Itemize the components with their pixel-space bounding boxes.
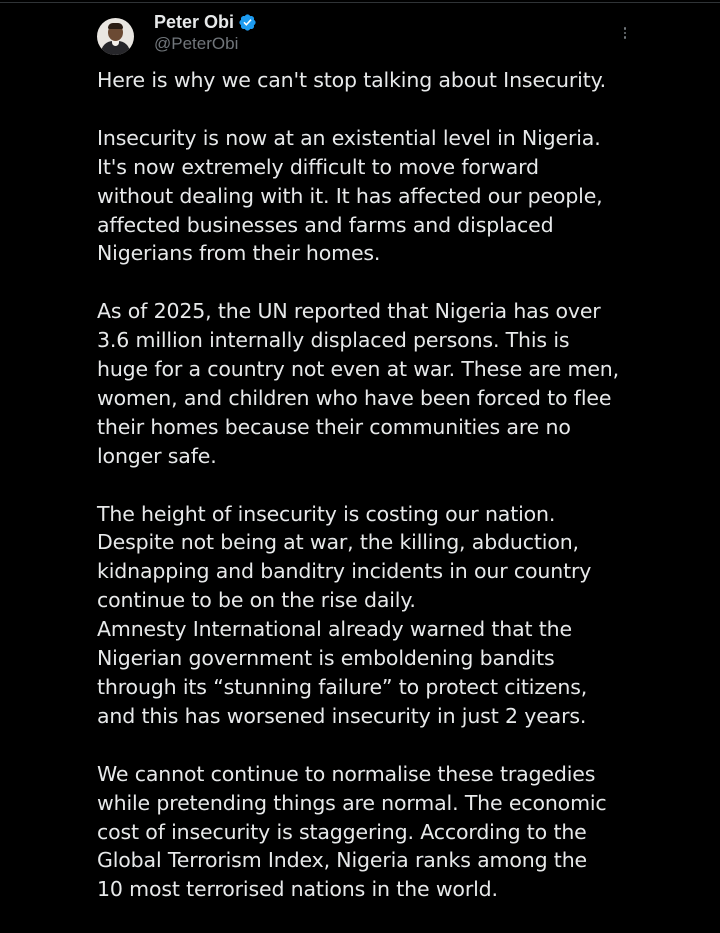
post-text-line: It's now extremely difficult to move forward — [97, 154, 539, 179]
post-text-line: women, and children who have been forced to flee — [97, 385, 612, 410]
post-text-line: while pretending things are normal. The economic — [97, 790, 607, 815]
post-text-line: 10 most terrorised nations in the world. — [97, 877, 498, 902]
more-options-icon[interactable] — [618, 22, 632, 44]
post-text-line: We cannot continue to normalise these tragedies — [97, 761, 596, 786]
post-paragraph — [97, 500, 707, 731]
more-dot — [624, 36, 627, 39]
post-paragraph — [97, 760, 707, 905]
post-text-line: The height of insecurity is costing our nation. — [97, 501, 556, 526]
post-paragraph — [97, 66, 707, 95]
author-avatar[interactable] — [97, 18, 134, 55]
post-paragraph — [97, 124, 707, 269]
post-header — [0, 0, 720, 70]
post-paragraph — [97, 297, 707, 470]
avatar-hair-shape — [108, 23, 123, 29]
post-text-line: Amnesty International already warned that the — [97, 617, 572, 642]
post-text — [97, 66, 707, 933]
post-text-line: cost of insecurity is staggering. According to the — [97, 819, 587, 844]
post-text-line: Global Terrorism Index, Nigeria ranks among the — [97, 848, 588, 873]
post-text-line: their homes because their communities are no — [97, 414, 571, 439]
more-dot — [624, 27, 627, 30]
post-text-line: Here is why we can't stop talking about Insecurity. — [97, 68, 607, 92]
post-text-line: continue to be on the rise daily. — [97, 588, 416, 613]
post-text-line: Nigerians from their homes. — [97, 241, 381, 266]
post-text-line: Nigerian government is emboldening bandits — [97, 646, 555, 671]
post-text-line: As of 2025, the UN reported that Nigeria has over — [97, 299, 601, 324]
more-dot — [624, 32, 627, 35]
author-name-row — [154, 10, 257, 34]
post-text-line: 3.6 million internally displaced persons. This is — [97, 328, 570, 353]
post-text-line: Insecurity is now at an existential level in Nigeria. — [97, 125, 601, 150]
post-text-line: through its “stunning failure” to protect citizens, — [97, 674, 588, 699]
author-handle[interactable]: @PeterObi — [154, 34, 239, 53]
post-text-line: huge for a country not even at war. These are men, — [97, 357, 619, 382]
post-text-line: affected businesses and farms and displaced — [97, 212, 554, 237]
verified-badge-icon — [238, 13, 257, 32]
post-text-line: longer safe. — [97, 443, 217, 468]
post-text-line: without dealing with it. It has affected our people, — [97, 183, 603, 208]
post-text-line: kidnapping and banditry incidents in our country — [97, 559, 592, 584]
author-display-name[interactable]: Peter Obi — [154, 11, 235, 32]
post-text-line: Despite not being at war, the killing, abduction, — [97, 530, 579, 555]
post-text-line: and this has worsened insecurity in just 2 years. — [97, 703, 587, 728]
